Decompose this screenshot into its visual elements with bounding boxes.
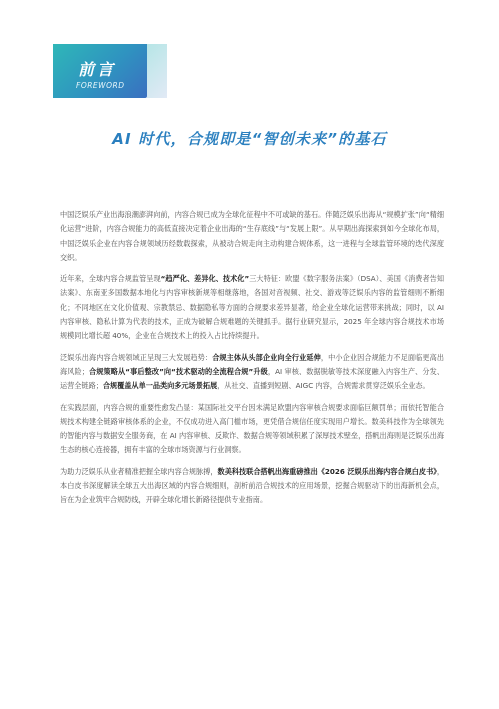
emphasis-text: “趋严化、差异化、技术化”	[160, 274, 250, 284]
paragraph	[60, 351, 444, 394]
paragraph	[60, 272, 444, 343]
emphasis-text: 数美科技联合搭帆出海重磅推出《2026 泛娱乐出海内容合规白皮书》	[217, 466, 437, 476]
paragraph-text: ，从社交、直播到短剧、AIGC 内容，合规需求贯穿泛娱乐全业态。	[217, 381, 430, 391]
header-accent-stripe	[147, 44, 167, 98]
paragraph	[60, 208, 444, 265]
paragraph-text: ，本白皮书深度解读全球五大出海区域的内容合规细则，剖析前沿合规技术的应用场景，挖掘合规驱动下的出海新机会点，旨在为企业筑牢合规防线，开辟全球化增长新路径提供专业指南。	[60, 466, 444, 505]
paragraph-text: 泛娱乐出海内容合规领域正呈现三大发展趋势：	[60, 352, 213, 362]
page-headline: AI 时代，合规即是“智创未来”的基石	[112, 130, 387, 148]
paragraph-text: 在实践层面，内容合规的重要性愈发凸显：某国际社交平台因未满足欧盟内容审核合规要求面临巨额罚单；而依托智能合规技术构建全链路审核体系的企业，不仅成功进入高门槛市场，更凭借合规信任度实现用户增长。数美科技作为全球领先的智能内容与数据安全服务商，在 AI 内容审核、反欺诈、数据合规等领域积累了深厚技术壁垒，搭帆出海则是泛娱乐出海生态的核心连接器，拥有丰富的全球市场资源与行业洞察。	[60, 402, 444, 455]
paragraph-text: 为助力泛娱乐从业者精准把握全球内容合规脉搏，	[60, 466, 218, 476]
paragraph-text: 中国泛娱乐产业出海浪潮澎湃向前，内容合规已成为全球化征程中不可或缺的基石。伴随泛娱乐出海从“规模扩张”向“精细化运营”进阶，内容合规能力的高低直接决定着企业出海的“生存底线”与“发展上限”。从早期出海探索到如今全球化布局，中国泛娱乐企业在内容合规领域历经数载探索，从被动合规走向主动构建合规体系，这一进程与全球监管环境的迭代深度交织。	[60, 210, 444, 262]
section-title: 前言	[78, 60, 117, 79]
section-subtitle: FOREWORD	[76, 81, 125, 90]
paragraph-text: ，AI 审核、数据脱敏等技术深度融入内容生产、分发、运营全链路；	[60, 366, 444, 391]
paragraph-text: ，中小企业因合规能力不足面临更高出海风险；	[60, 352, 444, 376]
paragraph-text: 三大特征：欧盟《数字服务法案》（DSA）、美国《消费者告知法案》、东南亚多国数据本地化与内容审核新规等相继落地，各国对音视频、社交、游戏等泛娱乐内容的监管细则不断细化；不同地区在文化价值观、宗教禁忌、数据隐私等方面的合规要求差异显著，给企业全球化运营带来挑战；同时，以 AI 内容审核、隐私计算为代表的技术，正成为破解合规难题的关键抓手。据行业研究显示，2025 年全球内容合规技术市场规模同比增长超 40%，企业在合规技术上的投入占比持续提升。	[60, 274, 444, 341]
emphasis-text: 合规覆盖从单一品类向多元场景拓展	[102, 381, 218, 391]
paragraph	[60, 465, 444, 508]
paragraph	[60, 401, 444, 458]
body-text	[60, 208, 444, 515]
emphasis-text: 合规主体从头部企业向全行业延伸	[212, 352, 321, 362]
paragraph-text: 近年来，全球内容合规监管呈现	[60, 274, 161, 284]
emphasis-text: 合规策略从“事后整改”向“技术驱动的全流程合规”升级	[88, 366, 268, 376]
